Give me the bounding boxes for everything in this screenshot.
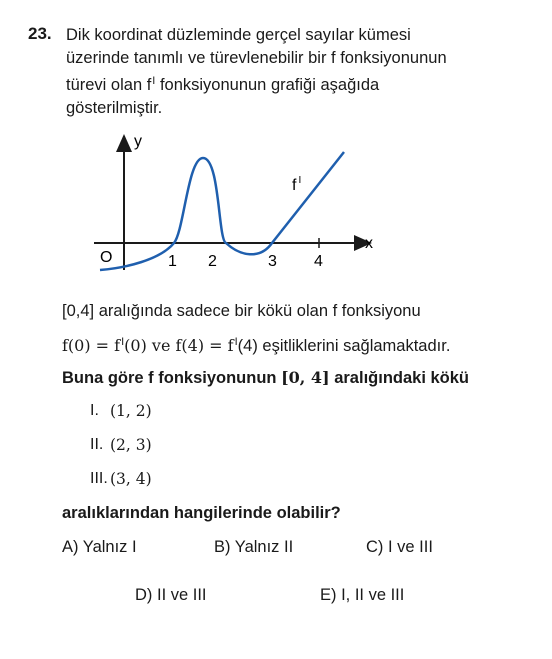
option-d[interactable]: D) II ve III [135,586,207,604]
tick-label-2: 2 [208,253,217,270]
prime-mark: I [121,336,125,348]
stem-line-3a: türevi olan f [66,76,152,94]
question-stem [66,24,536,120]
y-axis-label: y [134,133,142,150]
statement-line-1: [0,4] aralığında sadece bir kökü olan f fonksiyonu [62,302,421,320]
item-interval-3: (3, 4) [110,470,152,488]
stem-line-2: üzerinde tanımlı ve türevlenebilir bir f fonksiyonunun [66,49,447,67]
tick-label-3: 3 [268,253,277,270]
derivative-graph [80,128,400,278]
option-a[interactable]: A) Yalnız I [62,538,137,556]
tick-label-1: 1 [168,253,177,270]
equation-part-b: (0) ve f(4) = f [124,336,234,355]
item-roman-3: III. [90,470,108,487]
statement-line-3 [62,368,469,388]
tick-label-4: 4 [314,253,323,270]
equation-part-a: f(0) = f [62,336,121,355]
derivative-curve [100,152,344,270]
prompt-interval: [0, 4] [281,368,330,387]
curve-label: f $^I$ [292,175,302,194]
question-number: 23. [28,24,52,43]
item-interval-1: (1, 2) [110,402,152,420]
equation-part-c: (4) eşitliklerini sağlamaktadır. [237,337,451,355]
prompt-part-a: Buna göre f fonksiyonunun [62,369,282,387]
option-e[interactable]: E) I, II ve III [320,586,405,604]
prompt-part-b: aralığındaki kökü [329,369,470,387]
prime-mark: I [152,75,156,87]
stem-line-4: gösterilmiştir. [66,99,163,117]
question-prompt: aralıklarından hangilerinde olabilir? [62,504,341,522]
option-b[interactable]: B) Yalnız II [214,538,294,556]
option-c[interactable]: C) I ve III [366,538,433,556]
prime-mark: I [234,336,238,348]
item-roman-1: I. [90,402,99,419]
statement-line-2 [62,336,450,356]
stem-line-3b: fonksiyonunun grafiği aşağıda [155,76,380,94]
origin-label: O [100,249,113,266]
stem-line-3 [66,70,536,97]
x-axis-label: x [365,235,373,252]
stem-line-1: Dik koordinat düzleminde gerçel sayılar kümesi [66,26,411,44]
item-roman-2: II. [90,436,104,453]
item-interval-2: (2, 3) [110,436,152,454]
